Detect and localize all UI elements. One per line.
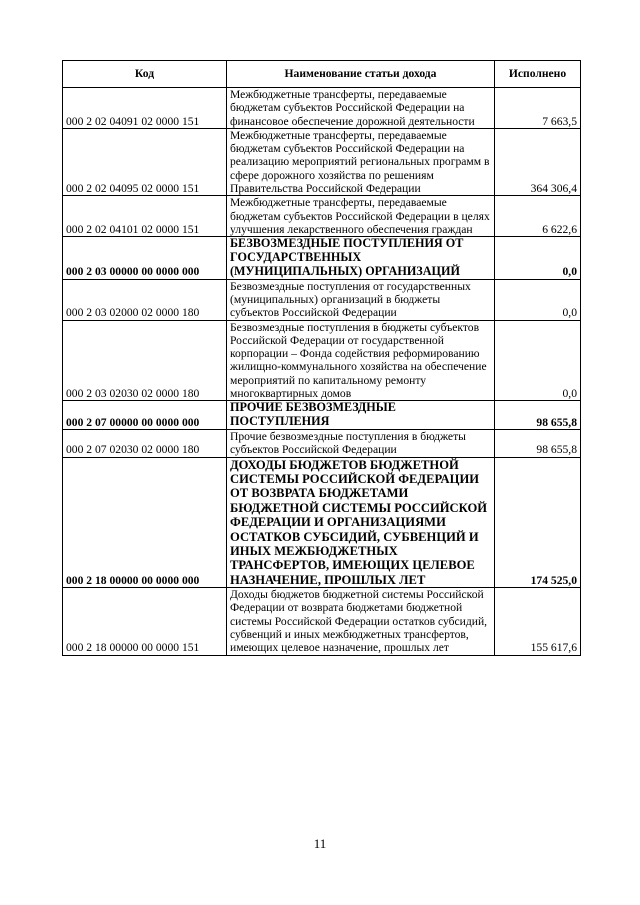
header-name: Наименование статьи дохода: [227, 61, 495, 88]
row-code: 000 2 18 00000 00 0000 000: [63, 457, 227, 588]
row-name: Безвозмездные поступления от государственных (муниципальных) организаций в бюджеты субъектов Российской Федерации: [227, 279, 495, 320]
row-name: Безвозмездные поступления в бюджеты субъектов Российской Федерации от государственной корпорации – Фонда содействия реформированию жилищно-коммунального хозяйства на обеспечение мероприятий по капитальному ремонту многоквартирных домов: [227, 320, 495, 401]
row-name: Прочие безвозмездные поступления в бюджеты субъектов Российской Федерации: [227, 429, 495, 457]
table-row: [63, 88, 581, 129]
row-code: 000 2 02 04101 02 0000 151: [63, 196, 227, 237]
row-amount: 98 655,8: [495, 429, 581, 457]
row-name: ДОХОДЫ БЮДЖЕТОВ БЮДЖЕТНОЙ СИСТЕМЫ РОССИЙСКОЙ ФЕДЕРАЦИИ ОТ ВОЗВРАТА БЮДЖЕТАМИ БЮДЖЕТНОЙ СИСТЕМЫ РОССИЙСКОЙ ФЕДЕРАЦИИ И ОРГАНИЗАЦИЯМИ ОСТАТКОВ СУБСИДИЙ, СУБВЕНЦИЙ И ИНЫХ МЕЖБЮДЖЕТНЫХ ТРАНСФЕРТОВ, ИМЕЮЩИХ ЦЕЛЕВОЕ НАЗНАЧЕНИЕ, ПРОШЛЫХ ЛЕТ: [227, 457, 495, 588]
table-row: [63, 320, 581, 401]
table-row-section: [63, 401, 581, 430]
row-code: 000 2 07 02030 02 0000 180: [63, 429, 227, 457]
row-amount: 364 306,4: [495, 128, 581, 195]
revenue-table: [62, 60, 581, 656]
row-code: 000 2 02 04095 02 0000 151: [63, 128, 227, 195]
row-amount: 6 622,6: [495, 196, 581, 237]
row-name: Межбюджетные трансферты, передаваемые бюджетам субъектов Российской Федерации в целях улучшения лекарственного обеспечения граждан: [227, 196, 495, 237]
row-name: БЕЗВОЗМЕЗДНЫЕ ПОСТУПЛЕНИЯ ОТ ГОСУДАРСТВЕННЫХ (МУНИЦИПАЛЬНЫХ) ОРГАНИЗАЦИЙ: [227, 237, 495, 279]
row-name: ПРОЧИЕ БЕЗВОЗМЕЗДНЫЕ ПОСТУПЛЕНИЯ: [227, 401, 495, 430]
row-amount: 0,0: [495, 279, 581, 320]
table-row: [63, 429, 581, 457]
page-number: 11: [313, 836, 327, 851]
row-amount: 0,0: [495, 320, 581, 401]
row-amount: 0,0: [495, 237, 581, 279]
row-code: 000 2 03 00000 00 0000 000: [63, 237, 227, 279]
row-code: 000 2 03 02000 02 0000 180: [63, 279, 227, 320]
row-code: 000 2 02 04091 02 0000 151: [63, 88, 227, 129]
row-amount: 155 617,6: [495, 588, 581, 655]
row-name: Межбюджетные трансферты, передаваемые бюджетам субъектов Российской Федерации на финансовое обеспечение дорожной деятельности: [227, 88, 495, 129]
table-row: [63, 588, 581, 655]
table-row-section: [63, 457, 581, 588]
row-amount: 7 663,5: [495, 88, 581, 129]
row-name: Межбюджетные трансферты, передаваемые бюджетам субъектов Российской Федерации на реализацию мероприятий региональных программ в сфере дорожного хозяйства по решениям Правительства Российской Федерации: [227, 128, 495, 195]
table-header-row: [63, 61, 581, 88]
header-amount: Исполнено: [495, 61, 581, 88]
row-code: 000 2 03 02030 02 0000 180: [63, 320, 227, 401]
row-name: Доходы бюджетов бюджетной системы Российской Федерации от возврата бюджетами бюджетной системы Российской Федерации остатков субсидий, субвенций и иных межбюджетных трансфертов, имеющих целевое назначение, прошлых лет: [227, 588, 495, 655]
row-amount: 174 525,0: [495, 457, 581, 588]
header-code: Код: [63, 61, 227, 88]
row-code: 000 2 18 00000 00 0000 151: [63, 588, 227, 655]
row-code: 000 2 07 00000 00 0000 000: [63, 401, 227, 430]
table-row-section: [63, 237, 581, 279]
row-amount: 98 655,8: [495, 401, 581, 430]
table-row: [63, 196, 581, 237]
table-row: [63, 279, 581, 320]
table-row: [63, 128, 581, 195]
